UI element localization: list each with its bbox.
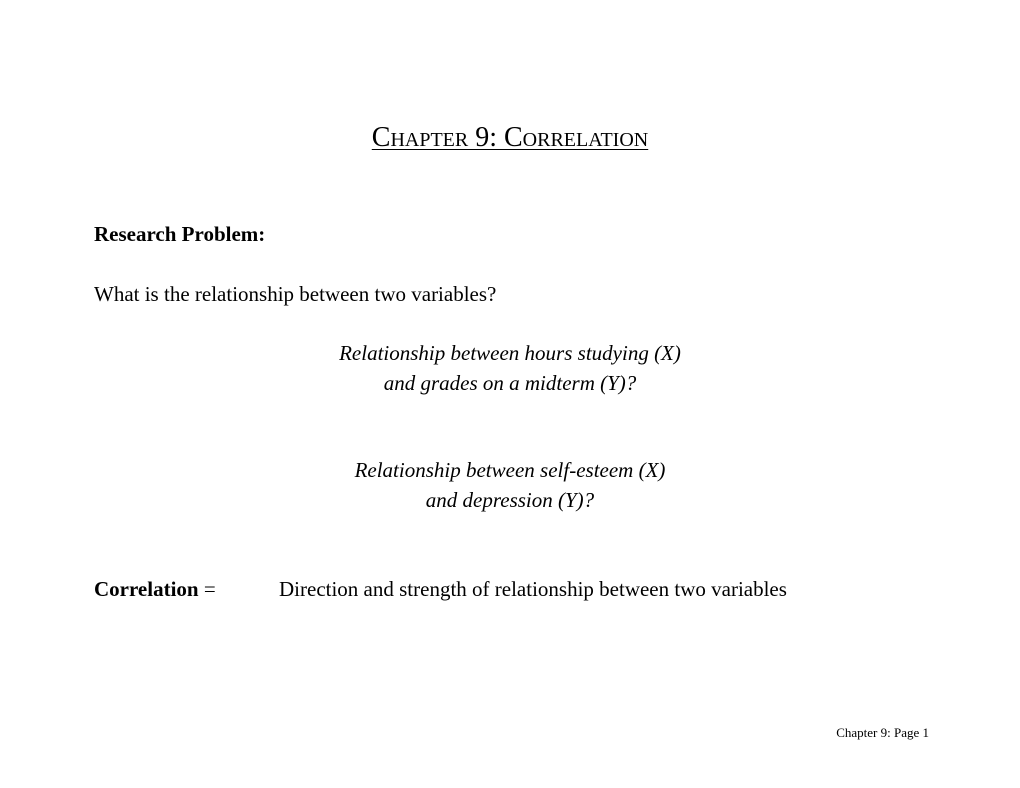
example-block: [0, 338, 1020, 398]
example-line: Relationship between self-esteem (X): [354, 458, 666, 482]
example-line: and grades on a midterm (Y)?: [383, 371, 637, 395]
definition-row: [94, 576, 787, 602]
example-block: [0, 455, 1020, 515]
page-title: Chapter 9: Correlation: [371, 122, 649, 153]
page-footer: Chapter 9: Page 1: [836, 725, 929, 740]
definition-equals: =: [198, 577, 216, 601]
example-line: Relationship between hours studying (X): [339, 341, 681, 365]
definition-text: Direction and strength of relationship between two variables: [279, 577, 787, 601]
example-line: and depression (Y)?: [425, 488, 595, 512]
section-heading: Research Problem:: [94, 222, 266, 246]
definition-term: Correlation: [94, 577, 199, 601]
research-question: What is the relationship between two variables?: [94, 282, 497, 306]
